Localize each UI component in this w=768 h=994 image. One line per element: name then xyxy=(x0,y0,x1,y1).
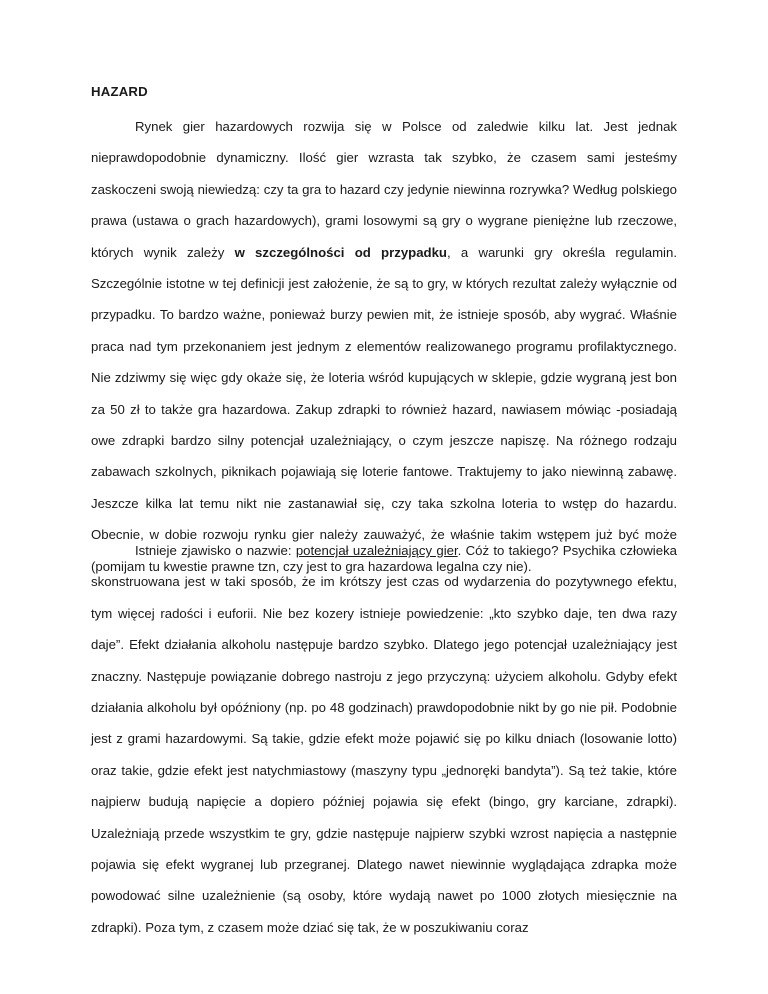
paragraph-intro xyxy=(91,111,677,582)
paragraph-potential-underlined: potencjał uzależniający gier xyxy=(295,543,458,558)
paragraph-potential-text-1: Istnieje zjawisko o nazwie: xyxy=(135,543,296,558)
paragraph-intro-bold: w szczególności od przypadku xyxy=(234,244,447,260)
paragraph-potential xyxy=(91,535,677,943)
paragraph-intro-text-1: Rynek gier hazardowych rozwija się w Polsce od zaledwie kilku lat. Jest jednak nieprawdopodobnie dynamiczny. Ilość gier wzrasta tak szybko, że czasem sami jesteśmy zaskoczeni swoją niewiedzą: czy ta gra to hazard czy jedynie niewinna rozrywka? Według polskiego prawa (ustawa o grach hazardowych), grami losowymi są gry o wygrane pieniężne lub rzeczowe, których wynik zależy xyxy=(91,119,677,260)
paragraph-potential-text-2: . Cóż to takiego? Psychika człowieka skonstruowana jest w taki sposób, że im krótszy jest czas od wydarzenia do pozytywnego efektu, tym więcej radości i euforii. Nie bez kozery istnieje powiedzenie: „kto szybko daje, ten dwa razy daje”. Efekt działania alkoholu następuje bardzo szybko. Dlatego jego potencjał uzależniający jest znaczny. Następuje powiązanie dobrego nastroju z jego przyczyną: użyciem alkoholu. Gdyby efekt działania alkoholu był opóźniony (np. po 48 godzinach) prawdopodobnie nikt by go nie pił. Podobnie jest z grami hazardowymi. Są takie, gdzie efekt może pojawić się po kilku dniach (losowanie lotto) oraz takie, gdzie efekt jest natychmiastowy (maszyny typu „jednoręki bandyta”). Są też takie, które najpierw budują napięcie a dopiero później pojawia się efekt (bingo, gry karciane, zdrapki). Uzależniają przede wszystkim te gry, gdzie następuje najpierw szybki wzrost napięcia a następnie pojawia się efekt wygranej lub przegranej. Dlatego nawet niewinnie wyglądająca zdrapka może powodować silne uzależnienie (są osoby, które wydają nawet po 1000 złotych miesięcznie na zdrapki). Poza tym, z czasem może dziać się tak, że w poszukiwaniu coraz xyxy=(91,543,677,935)
document-title: HAZARD xyxy=(91,84,148,99)
paragraph-intro-text-2: , a warunki gry określa regulamin. Szczególnie istotne w tej definicji jest założenie, że są to gry, w których rezultat zależy wyłącznie od przypadku. To bardzo ważne, ponieważ burzy pewien mit, że istnieje sposób, aby wygrać. Właśnie praca nad tym przekonaniem jest jednym z elementów realizowanego programu profilaktycznego. Nie zdziwmy się więc gdy okaże się, że loteria wśród kupujących w sklepie, gdzie wygraną jest bon za 50 zł to także gra hazardowa. Zakup zdrapki to również hazard, nawiasem mówiąc -posiadają owe zdrapki bardzo silny potencjał uzależniający, o czym jeszcze napiszę. Na różnego rodzaju zabawach szkolnych, piknikach pojawiają się loterie fantowe. Traktujemy to jako niewinną zabawę. Jeszcze kilka lat temu nikt nie zastanawiał się, czy taka szkolna loteria to wstęp do hazardu. Obecnie, w dobie rozwoju rynku gier należy zauważyć, że właśnie takim wstępem już być może (pomijam tu kwestie prawne tzn, czy jest to gra hazardowa legalna czy nie). xyxy=(91,244,677,574)
